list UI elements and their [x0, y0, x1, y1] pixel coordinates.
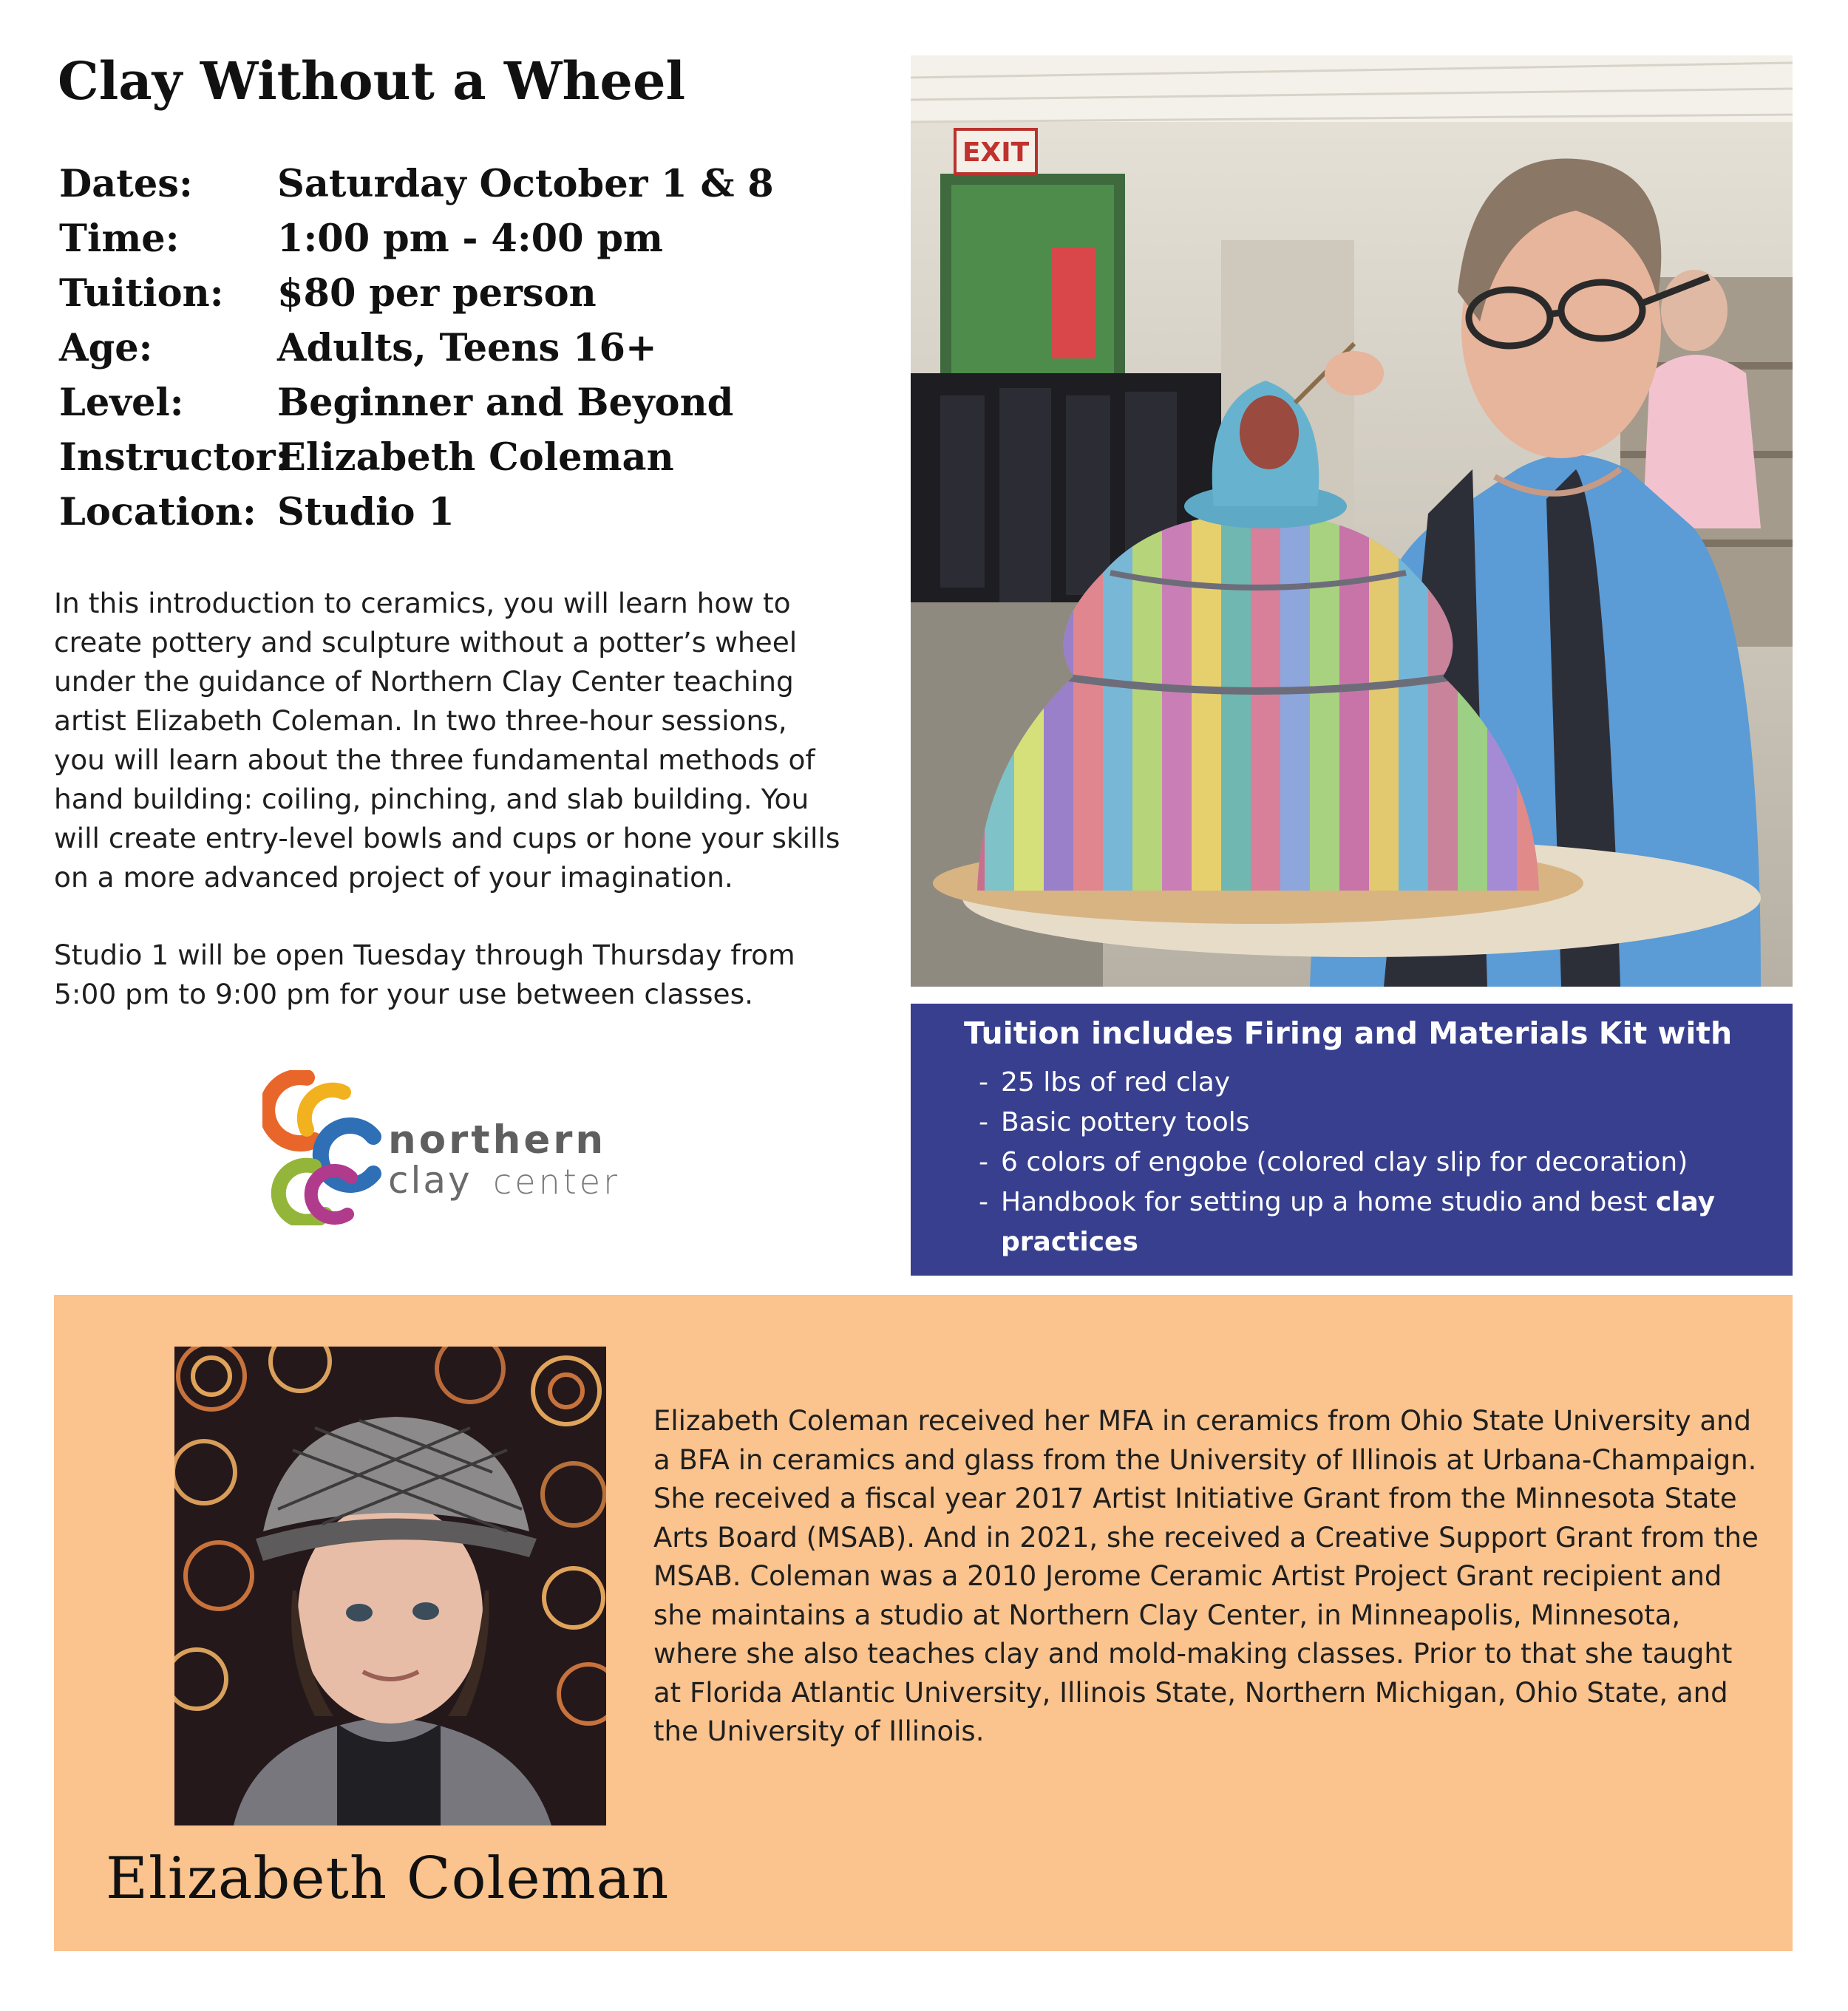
materials-kit-panel	[911, 1004, 1793, 1276]
description-paragraph: Studio 1 will be open Tuesday through Thursday from 5:00 pm to 9:00 pm for your use between classes.	[54, 939, 795, 1010]
detail-value: Saturday October 1 & 8	[277, 162, 774, 206]
detail-value: $80 per person	[277, 271, 597, 316]
kit-item	[979, 1143, 1777, 1183]
detail-row-instructor	[59, 430, 774, 485]
kit-title: Tuition includes Firing and Materials Kit with	[964, 1015, 1733, 1051]
logo-text-clay: clay	[388, 1159, 472, 1202]
detail-row-location	[59, 485, 774, 540]
northern-clay-center-logo	[262, 1070, 647, 1225]
detail-value: Studio 1	[277, 490, 455, 534]
kit-item	[979, 1183, 1777, 1262]
kit-item-dash: -	[979, 1107, 988, 1137]
detail-label: Dates:	[59, 162, 193, 206]
pottery-studio-illustration	[911, 55, 1793, 987]
kit-item	[979, 1063, 1777, 1103]
page-title: Clay Without a Wheel	[58, 50, 686, 112]
detail-label: Time:	[59, 217, 180, 261]
description-paragraph: In this introduction to ceramics, you will learn how to create pottery and sculpture without a potter’s wheel under the guidance of Northern Clay Center teaching artist Elizabeth Coleman. In two three-hour sessions, you will learn about the three fundamental methods of hand building: coiling, pinching, and slab building. You will create entry-level bowls and cups or hone your skills on a more advanced project of your imagination.	[54, 587, 840, 894]
detail-label: Age:	[59, 326, 153, 370]
kit-list	[979, 1063, 1777, 1262]
kit-item	[979, 1103, 1777, 1143]
detail-label: Location:	[59, 490, 257, 534]
kit-item-bold-text: clay practices	[1001, 1187, 1716, 1257]
detail-row-level	[59, 375, 774, 430]
detail-label: Instructor:	[59, 435, 290, 480]
kit-item-text: Basic pottery tools	[1001, 1107, 1250, 1137]
detail-label: Tuition:	[59, 271, 224, 316]
class-description	[54, 584, 845, 1052]
detail-value: Elizabeth Coleman	[277, 435, 674, 480]
kit-item-text: 25 lbs of red clay	[1001, 1067, 1231, 1098]
instructor-bio-text: Elizabeth Coleman received her MFA in ceramics from Ohio State University and a BFA in ceramics and glass from the University of Illinois at Urbana-Champaign. She received a fiscal year 2017 Artist Initiative Grant from the Minnesota State Arts Board (MSAB). And in 2021, she received a Creative Support Grant from the MSAB. Coleman was a 2010 Jerome Ceramic Artist Project Grant recipient and she maintains a studio at Northern Clay Center, in Minneapolis, Minnesota, where she also teaches clay and mold-making classes. Prior to that she taught at Florida Atlantic University, Illinois State, Northern Michigan, Ohio State, and the University of Illinois.	[653, 1405, 1759, 1747]
detail-value: Adults, Teens 16+	[277, 326, 657, 370]
portrait-illustration	[174, 1347, 606, 1825]
detail-row-time	[59, 211, 774, 266]
kit-item-dash: -	[979, 1187, 988, 1217]
instructor-working-photo	[911, 55, 1793, 987]
detail-value: Beginner and Beyond	[277, 381, 734, 425]
logo-text-center: center	[493, 1162, 620, 1202]
instructor-portrait	[174, 1347, 606, 1825]
exit-sign-text: EXIT	[962, 137, 1030, 168]
instructor-bio-panel	[54, 1295, 1793, 1951]
kit-item-dash: -	[979, 1067, 988, 1098]
detail-row-age	[59, 321, 774, 375]
logo-text-northern: northern	[388, 1117, 607, 1163]
detail-row-tuition	[59, 266, 774, 321]
kit-item-dash: -	[979, 1147, 988, 1177]
detail-value: 1:00 pm - 4:00 pm	[277, 217, 664, 261]
detail-label: Level:	[59, 381, 184, 425]
kit-item-text-block	[1001, 1183, 1777, 1262]
class-details	[59, 157, 774, 540]
kit-item-text: Handbook for setting up a home studio and best	[1001, 1187, 1648, 1217]
detail-row-dates	[59, 157, 774, 211]
kit-item-text: 6 colors of engobe (colored clay slip for decoration)	[1001, 1147, 1688, 1177]
instructor-name-heading: Elizabeth Coleman	[106, 1845, 670, 1912]
